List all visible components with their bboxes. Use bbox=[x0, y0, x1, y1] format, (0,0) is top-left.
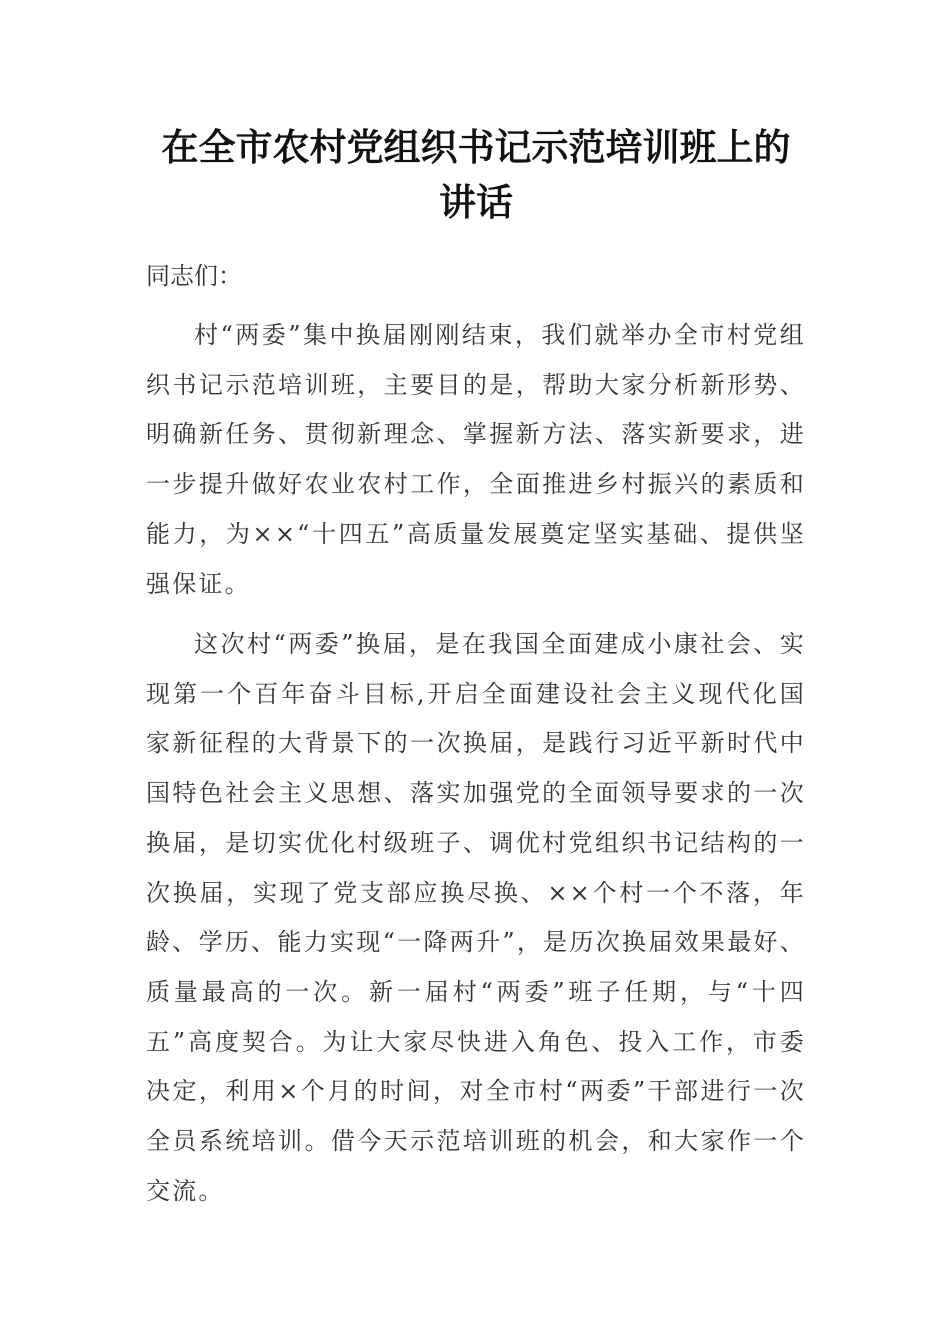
document-title: 在全市农村党组织书记示范培训班上的讲话 bbox=[161, 125, 791, 224]
greeting: 同志们： bbox=[146, 262, 242, 290]
paragraph-1: 村“两委”集中换届刚刚结束，我们就举办全市村党组织书记示范培训班，主要目的是，帮助大家分析新形势、明确新任务、贯彻新理念、掌握新方法、落实新要求，进一步提升做好农业农村工作，全面推进乡村振兴的素质和能力，为××“十四五”高质量发展奠定坚实基础、提供坚强保证。 bbox=[146, 321, 806, 598]
paragraph-2: 这次村“两委”换届，是在我国全面建成小康社会、实现第一个百年奋斗目标,开启全面建设社会主义现代化国家新征程的大背景下的一次换届，是践行习近平新时代中国特色社会主义思想、落实加强党的全面领导要求的一次换届，是切实优化村级班子、调优村党组织书记结构的一次换届，实现了党支部应换尽换、××个村一个不落，年龄、学历、能力实现“一降两升”，是历次换届效果最好、质量最高的一次。新一届村“两委”班子任期，与“十四五”高度契合。为让大家尽快进入角色、投入工作，市委决定，利用×个月的时间，对全市村“两委”干部进行一次全员系统培训。借今天示范培训班的机会，和大家作一个交流。 bbox=[146, 630, 806, 1205]
